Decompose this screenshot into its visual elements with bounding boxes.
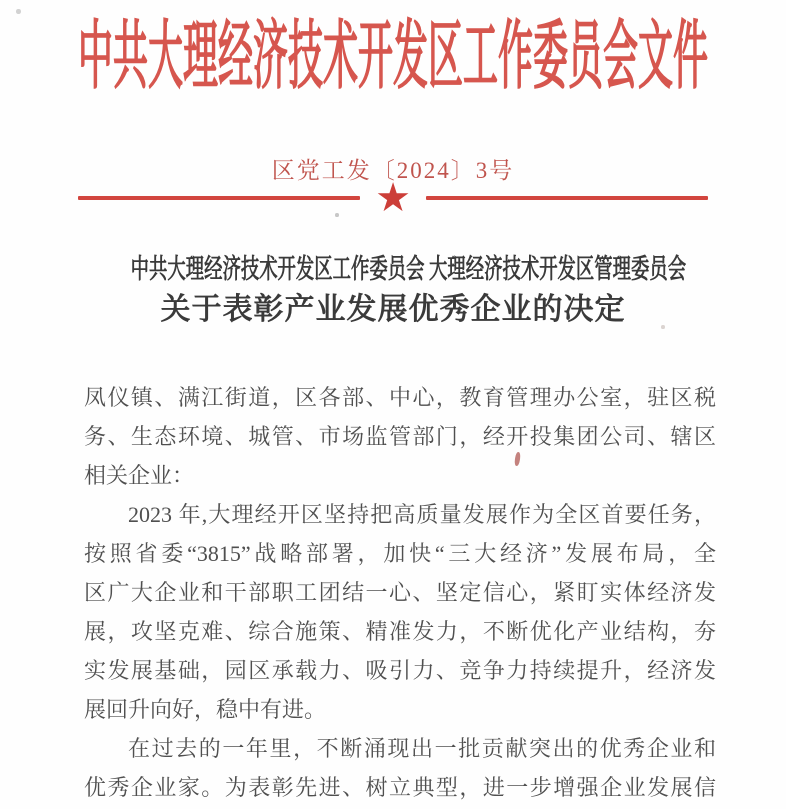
body-line: 在过去的一年里，不断涌现出一批贡献突出的优秀企业和 <box>128 736 716 761</box>
scan-speck-dot <box>335 213 339 217</box>
body-line: 优秀企业家。为表彰先进、树立典型，进一步增强企业发展信 <box>84 775 716 800</box>
title-line-2: 关于表彰产业发展优秀企业的决定 <box>160 293 626 326</box>
divider-line-left <box>78 196 360 200</box>
body-line: 2023 年,大理经开区坚持把高质量发展作为全区首要任务， <box>128 502 716 527</box>
document-header <box>0 14 786 99</box>
title-line-1-text: 中共大理经济技术开发区工作委员会 大理经济技术开发区管理委员会 <box>130 254 687 284</box>
star-icon: ★ <box>375 175 411 221</box>
title-line-1 <box>0 253 786 285</box>
scan-speck-top <box>16 9 21 14</box>
divider-line-right <box>426 196 708 200</box>
commendation-paragraph <box>84 729 716 807</box>
doc-number: 区党工发〔2024〕3号 <box>271 158 515 183</box>
body-line: 务、生态环境、城管、市场监管部门，经开投集团公司、辖区 <box>84 424 716 449</box>
body-line: 相关企业： <box>84 463 195 488</box>
body-line: 按照省委“3815”战略部署，加快“三大经济”发展布局，全 <box>84 541 716 566</box>
body-line: 展，攻坚克难、综合施策、精准发力，不断优化产业结构，夯 <box>84 619 716 644</box>
body-line: 区广大企业和干部职工团结一心、坚定信心，紧盯实体经济发 <box>84 580 716 605</box>
scan-speck-faint <box>661 325 665 329</box>
body-line: 实发展基础，园区承载力、吸引力、竞争力持续提升，经济发 <box>84 658 716 683</box>
red-divider <box>78 175 708 221</box>
document-header-text: 中共大理经济技术开发区工作委员会文件 <box>77 14 708 99</box>
body-line: 凤仪镇、满江街道，区各部、中心，教育管理办公室，驻区税 <box>84 385 716 410</box>
salutation-paragraph <box>84 378 716 495</box>
body-line: 展回升向好，稳中有进。 <box>84 697 327 722</box>
achievements-paragraph <box>84 495 716 729</box>
document-body <box>84 378 716 807</box>
document-title <box>0 253 786 329</box>
